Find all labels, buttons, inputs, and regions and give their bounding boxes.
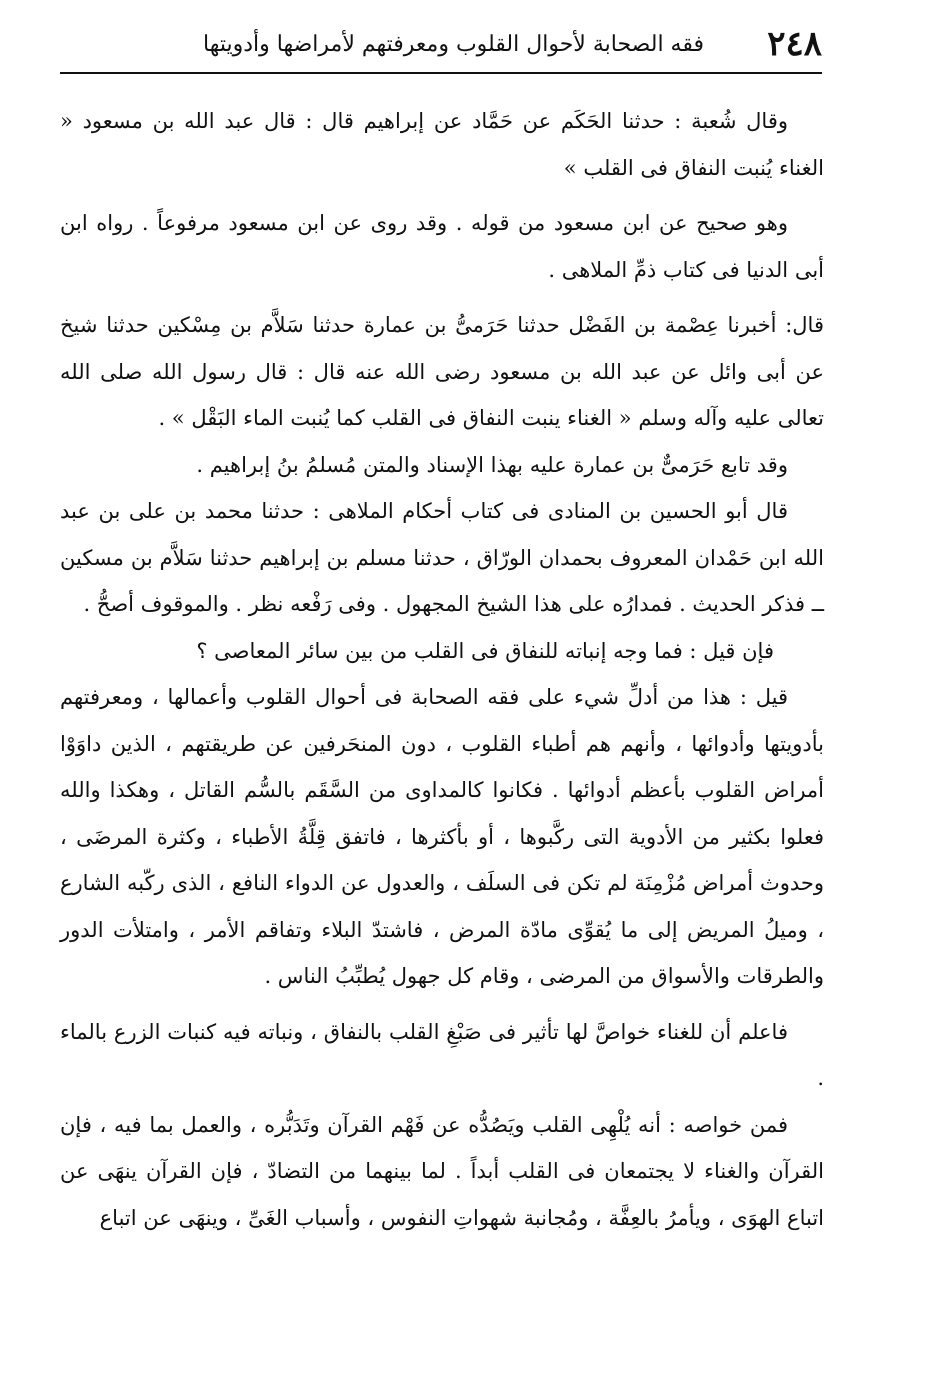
paragraph: وقال شُعبة : حدثنا الحَكَم عن حَمَّاد عن إبراهيم قال : قال عبد الله بن مسعود « الغناء يُنبت النفاق فى القلب »: [60, 109, 824, 180]
paragraph: فاعلم أن للغناء خواصَّ لها تأثير فى صَبْغِ القلب بالنفاق ، ونباته فيه كنبات الزرع بالماء .: [60, 1019, 824, 1090]
body-text: [60, 98, 824, 1241]
paragraph: وهو صحيح عن ابن مسعود من قوله . وقد روى عن ابن مسعود مرفوعاً . رواه ابن أبى الدنيا فى كتاب ذمِّ الملاهى .: [60, 211, 824, 282]
paragraph: وقد تابع حَرَمىٌّ بن عمارة عليه بهذا الإسناد والمتن مُسلمُ بنُ إبراهيم .: [196, 452, 788, 477]
paragraph: قيل : هذا من أدلِّ شيء على فقه الصحابة فى أحوال القلوب وأعمالها ، ومعرفتهم بأدويتها وأدوائها ، وأنهم هم أطباء القلوب ، دون المنحَرفين عن طريقتهم ، الذين داوَوْا أمراض القلوب بأعظم أدوائها . فكانوا كالمداوى من السَّقَم بالسُّم القاتل ، وهكذا والله فعلوا بكثير من الأدوية التى ركَّبوها ، أو بأكثرها ، فاتفق قِلَّةُ الأطباء ، وكثرة المرضَى ، وحدوث أمراض مُزْمِنَة لم تكن فى السلَف ، والعدول عن الدواء النافع ، الذى ركّبه الشارع ، وميلُ المريض إلى ما يُقوِّى مادّة المرض ، فاشتدّ البلاء وتفاقم الأمر ، وامتلأت الدور والطرقات والأسواق من المرضى ، وقام كل جهول يُطبِّبُ الناس .: [60, 685, 824, 988]
page-number: ٢٤٨: [767, 24, 822, 64]
running-title: فقه الصحابة لأحوال القلوب ومعرفتهم لأمراضها وأدويتها: [203, 32, 704, 57]
paragraph: فمن خواصه : أنه يُلْهِى القلب ويَصُدُّه عن فَهْم القرآن وتَدَبُّره ، والعمل بما فيه ، فإن القرآن والغناء لا يجتمعان فى القلب أبداً . لما بينهما من التضادّ ، فإن القرآن ينهَى عن اتباع الهوَى ، ويأمرُ بالعِفَّة ، ومُجانبة شهواتِ النفوس ، وأسباب الغَىِّ ، وينهَى عن اتباع: [60, 1112, 824, 1230]
paragraph: فإن قيل : فما وجه إنباته للنفاق فى القلب من بين سائر المعاصى ؟: [196, 638, 774, 663]
header-divider: [60, 72, 822, 74]
paragraph: قال: أخبرنا عِصْمة بن الفَضْل حدثنا حَرَمىُّ بن عمارة حدثنا سَلاَّم بن مِسْكين حدثنا شيخ عن أبى وائل عن عبد الله بن مسعود رضى الله عنه قال : قال رسول الله صلى الله تعالى عليه وآله وسلم « الغناء ينبت النفاق فى القلب كما يُنبت الماء البَقْل » .: [60, 313, 824, 430]
paragraph: قال أبو الحسين بن المنادى فى كتاب أحكام الملاهى : حدثنا محمد بن على بن عبد الله ابن حَمْدان المعروف بحمدان الورّاق ، حدثنا مسلم بن إبراهيم حدثنا سَلاَّم بن مسكين ــ فذكر الحديث . فمدارُه على هذا الشيخ المجهول . وفى رَفْعه نظر . والموقوف أصحُّ .: [60, 499, 824, 616]
page-header: [60, 18, 822, 76]
